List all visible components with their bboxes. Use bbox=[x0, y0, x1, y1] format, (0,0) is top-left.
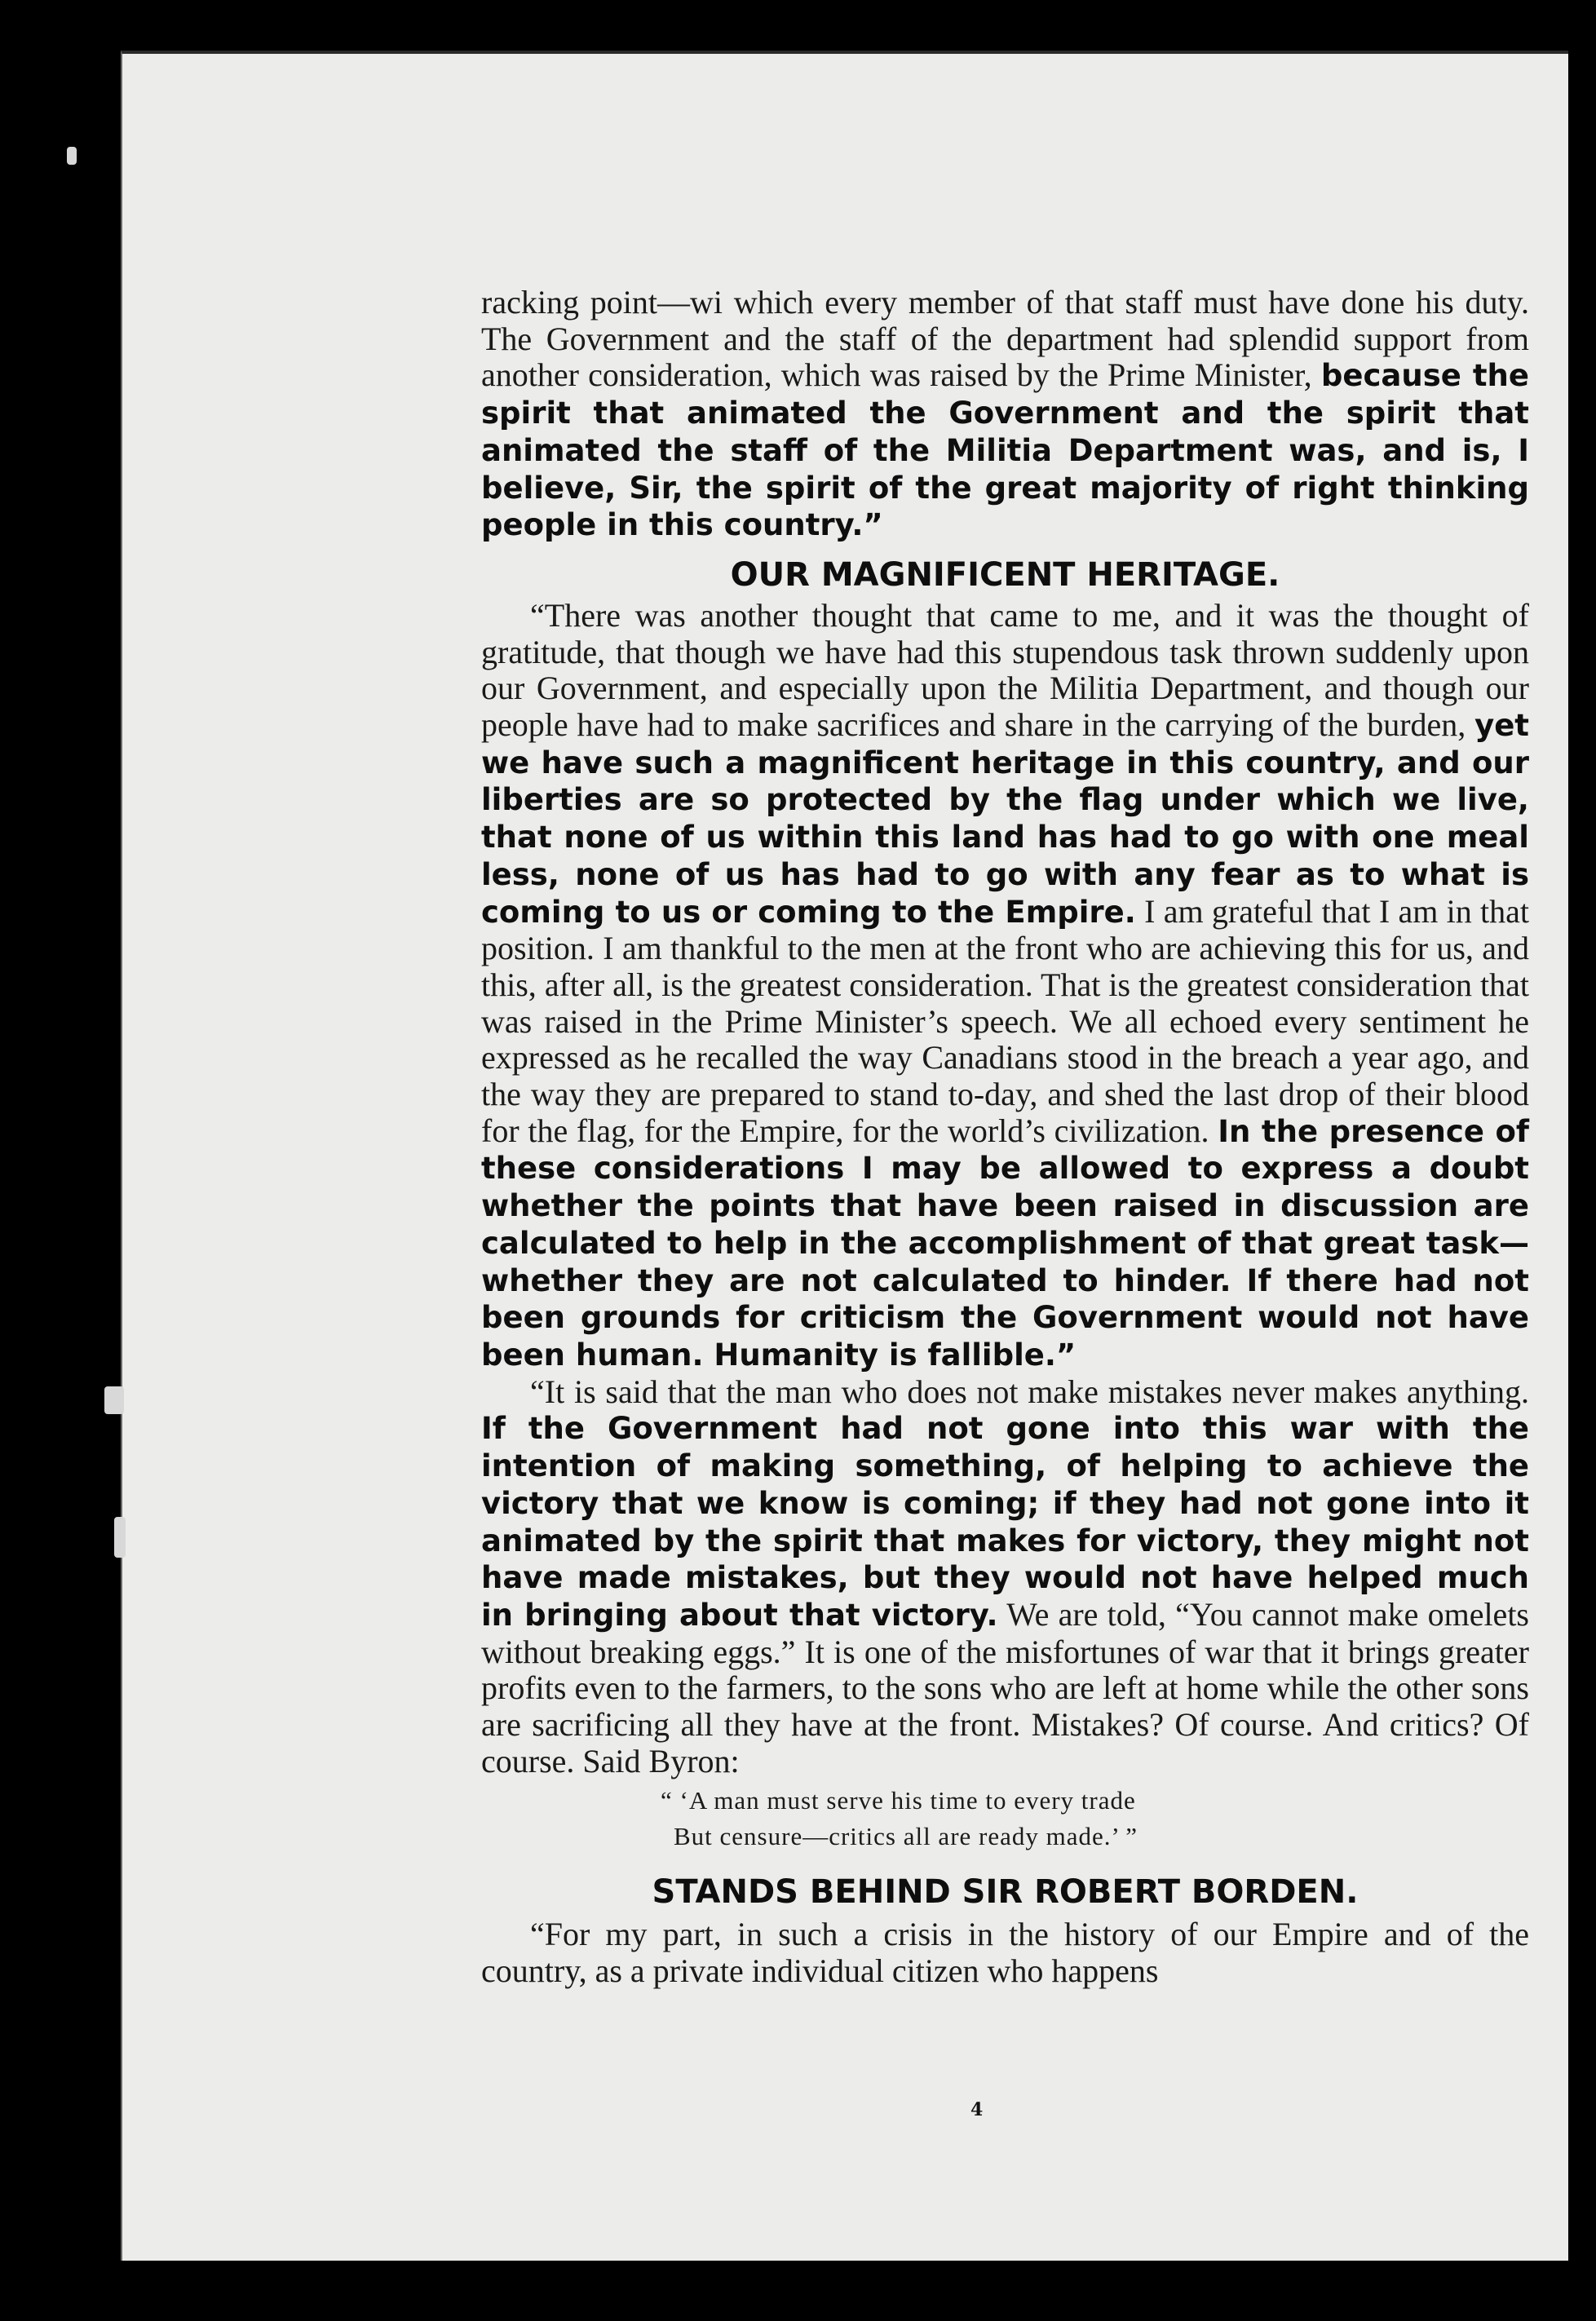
paragraph-3 bbox=[481, 1374, 1529, 1780]
text-run: “For my part, in such a crisis in the history of our Empire and of the country, as a private individual citizen who happens bbox=[481, 1916, 1529, 1990]
byron-verse bbox=[661, 1783, 1529, 1855]
scan-mark bbox=[67, 147, 77, 165]
page-number: 4 bbox=[970, 2099, 984, 2120]
bold-run: In the presence of these considerations I may be allowed to express a doubt whether the points that have been raised in discussion are calculated to help in the accomplishment of that great task—whether they are not calculated to hinder. If there had not been grounds for criticism the Government would not have been human. Humanity is fallible.” bbox=[481, 1113, 1530, 1373]
bold-run: yet we have such a magnificent heritage in this country, and our liberties are so protected by the flag under which we live, that none of us within this land has had to go with one meal less, none of us has had to go with any fear as to what is coming to us or coming to the Empire. bbox=[481, 708, 1529, 930]
text-column bbox=[481, 285, 1529, 1990]
bold-run: If the Government had not gone into this war with the intention of making something, of helping to achieve the victory that we know is coming; if they had not gone into it animated by the spirit that makes for victory, they might not have made mistakes, but they would not have helped much in bringing about that victory. bbox=[481, 1411, 1529, 1633]
document-page bbox=[121, 51, 1568, 2261]
text-run: I am grateful that I am in that position. I am thankful to the men at the front who are achieving this for us, and this, after all, is the greatest consideration. That is the greatest consideration that was raised in the Prime Minister’s speech. We all echoed every sentiment he expressed as he recalled the way Canadians stood in the breach a year ago, and the way they are prepared to stand to-day, and shed the last drop of their blood for the flag, for the Empire, for the world’s civilization. bbox=[481, 892, 1530, 1149]
scan-mark bbox=[104, 1386, 124, 1414]
text-run: We are told, “You cannot make omelets without breaking eggs.” It is one of the misfortunes of war that it brings greater profits even to the farmers, to the sons who are left at home while the other sons are sacrificing all they have at the front. Mistakes? Of course. And critics? Of course. Said Byron: bbox=[481, 1595, 1529, 1779]
text-run: racking point—wi which every member of that staff must have done his duty. The Government and the staff of the department had splendid support from another consideration, which was raised by the Prime Minister, bbox=[481, 284, 1529, 394]
scan-mark bbox=[114, 1517, 126, 1558]
text-run: “It is said that the man who does not make mistakes never makes anything. bbox=[530, 1373, 1529, 1410]
heading-borden: STANDS BEHIND SIR ROBERT BORDEN. bbox=[652, 1873, 1359, 1912]
paragraph-4 bbox=[481, 1916, 1529, 1989]
verse-line-1: “ ‘A man must serve his time to every trade bbox=[661, 1786, 1136, 1815]
bold-run: because the spirit that animated the Government and the spirit that animated the staff of the Militia Department was, and is, I believe, Sir, the spirit of the great majority of right thinking people in this country.” bbox=[481, 358, 1529, 543]
paragraph-2 bbox=[481, 598, 1529, 1374]
paragraph-1 bbox=[481, 285, 1529, 544]
verse-line-2: But censure—critics all are ready made.’ ” bbox=[674, 1822, 1138, 1851]
text-run: “There was another thought that came to me, and it was the thought of gratitude, that though we have had this stupendous task thrown suddenly upon our Government, and especially upon the Militia Department, and though our people have had to make sacrifices and share in the carrying of the burden, bbox=[481, 596, 1529, 744]
heading-heritage: OUR MAGNIFICENT HERITAGE. bbox=[730, 555, 1280, 594]
